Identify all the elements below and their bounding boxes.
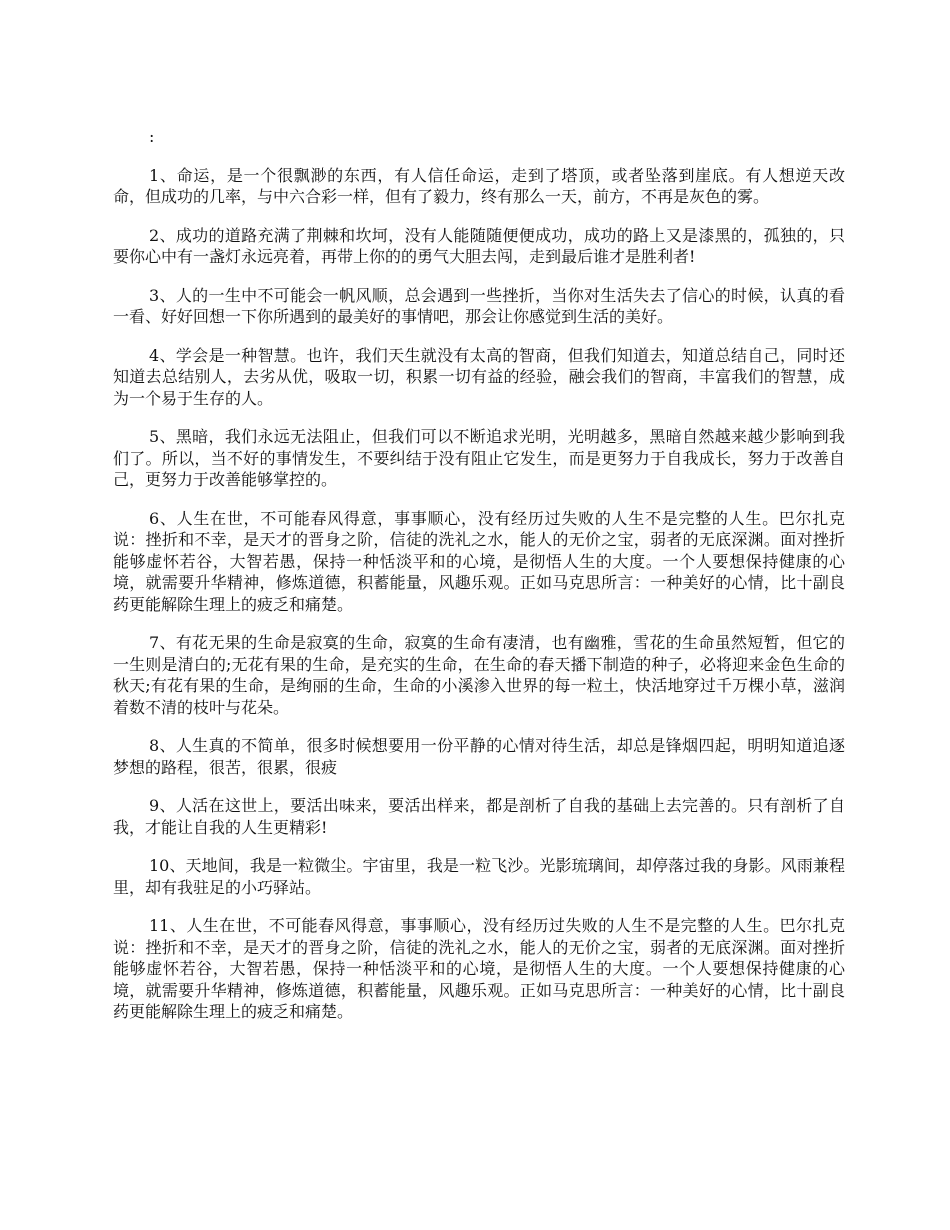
paragraph-3: 3、人的一生中不可能会一帆风顺，总会遇到一些挫折，当你对生活失去了信心的时候，认真的看一看、好好回想一下你所遇到的最美好的事情吧，那会让你感觉到生活的美好。 [113, 285, 845, 326]
paragraph-5: 5、黑暗，我们永远无法阻止，但我们可以不断追求光明，光明越多，黑暗自然越来越少影响到我们了。所以，当不好的事情发生，不要纠结于没有阻止它发生，而是更努力于自我成长，努力于改善自己，更努力于改善能够掌控的。 [113, 427, 845, 489]
document-body [113, 126, 845, 1040]
paragraph-2: 2、成功的道路充满了荆棘和坎坷，没有人能随随便便成功，成功的路上又是漆黑的，孤独的，只要你心中有一盏灯永远亮着，再带上你的的勇气大胆去闯，走到最后谁才是胜利者! [113, 225, 845, 266]
lead-colon: : [149, 127, 155, 146]
paragraph-6: 6、人生在世，不可能春风得意，事事顺心，没有经历过失败的人生不是完整的人生。巴尔扎克说：挫折和不幸，是天才的晋身之阶，信徒的洗礼之水，能人的无价之宝，弱者的无底深渊。面对挫折能够虚怀若谷，大智若愚，保持一种恬淡平和的心境，是彻悟人生的大度。一个人要想保持健康的心境，就需要升华精神，修炼道德，积蓄能量，风趣乐观。正如马克思所言：一种美好的心情，比十副良药更能解除生理上的疲乏和痛楚。 [113, 508, 845, 614]
paragraph-4: 4、学会是一种智慧。也许，我们天生就没有太高的智商，但我们知道去，知道总结自己，同时还知道去总结别人，去劣从优，吸取一切，积累一切有益的经验，融会我们的智商，丰富我们的智慧，成为一个易于生存的人。 [113, 345, 845, 408]
paragraph-8: 8、人生真的不简单，很多时候想要用一份平静的心情对待生活，却总是锋烟四起，明明知道追逐梦想的路程，很苦，很累，很疲 [113, 736, 845, 777]
paragraph-10: 10、天地间，我是一粒微尘。宇宙里，我是一粒飞沙。光影琉璃间，却停落过我的身影。风雨兼程里，却有我驻足的小巧驿站。 [113, 856, 845, 897]
paragraph-7: 7、有花无果的生命是寂寞的生命，寂寞的生命有凄清，也有幽雅，雪花的生命虽然短暂，但它的一生则是清白的;无花有果的生命，是充实的生命，在生命的春天播下制造的种子，必将迎来金色生命的秋天;有花有果的生命，是绚丽的生命，生命的小溪渗入世界的每一粒土，快活地穿过千万棵小草，滋润着数不清的枝叶与花朵。 [113, 633, 845, 717]
paragraph-11: 11、人生在世，不可能春风得意，事事顺心，没有经历过失败的人生不是完整的人生。巴尔扎克说：挫折和不幸，是天才的晋身之阶，信徒的洗礼之水，能人的无价之宝，弱者的无底深渊。面对挫折能够虚怀若谷，大智若愚，保持一种恬淡平和的心境，是彻悟人生的大度。一个人要想保持健康的心境，就需要升华精神，修炼道德，积蓄能量，风趣乐观。正如马克思所言：一种美好的心情，比十副良药更能解除生理上的疲乏和痛楚。 [113, 916, 845, 1021]
paragraph-1: 1、命运，是一个很飘渺的东西，有人信任命运，走到了塔顶，或者坠落到崖底。有人想逆天改命，但成功的几率，与中六合彩一样，但有了毅力，终有那么一天，前方，不再是灰色的雾。 [113, 165, 845, 206]
paragraph-9: 9、人活在这世上，要活出味来，要活出样来，都是剖析了自我的基础上去完善的。只有剖析了自我，才能让自我的人生更精彩! [113, 796, 845, 837]
